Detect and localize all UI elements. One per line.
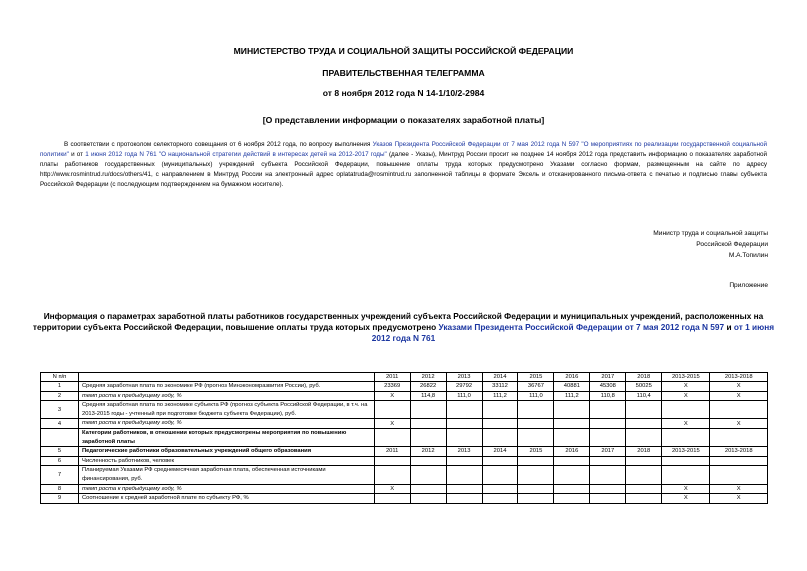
table-cell xyxy=(410,401,446,419)
table-cell xyxy=(410,484,446,494)
table-cell xyxy=(626,466,662,484)
table-cell: 40881 xyxy=(554,382,590,392)
table-cell xyxy=(590,494,626,504)
body-text-1: В соответствии с протоколом селекторного совещания от 6 ноября 2012 года, по вопросу выполнения xyxy=(64,141,373,148)
document-subject: [О представлении информации о показателях заработной платы] xyxy=(262,115,545,125)
table-cell xyxy=(41,428,79,446)
table-cell xyxy=(626,428,662,446)
table-cell xyxy=(662,456,710,466)
table-cell: X xyxy=(662,419,710,429)
table-cell: 5 xyxy=(41,447,79,457)
table-cell xyxy=(518,494,554,504)
table-cell xyxy=(374,494,410,504)
table-cell xyxy=(662,401,710,419)
table-cell xyxy=(482,494,518,504)
table-header-cell: 2013 xyxy=(446,373,482,382)
table-cell: X xyxy=(710,419,768,429)
ministry-title: МИНИСТЕРСТВО ТРУДА И СОЦИАЛЬНОЙ ЗАЩИТЫ РОССИЙСКОЙ ФЕДЕРАЦИИ xyxy=(233,46,574,56)
table-cell: 9 xyxy=(41,494,79,504)
table-header-cell: 2013-2015 xyxy=(662,373,710,382)
decree-597-link[interactable]: Указов Президента Российской Федерации от 7 мая 2012 года N 597 "О мероприятиях по реализации государственной социальной политики" xyxy=(40,141,768,158)
table-row xyxy=(41,401,768,419)
table-header-cell: 2013-2018 xyxy=(710,373,768,382)
table-cell: 114,8 xyxy=(410,391,446,401)
table-cell xyxy=(482,484,518,494)
table-cell: X xyxy=(374,484,410,494)
table-cell: 2 xyxy=(41,391,79,401)
table-cell: 2011 xyxy=(374,447,410,457)
table-cell: X xyxy=(662,391,710,401)
table-header-cell: N п/п xyxy=(41,373,79,382)
document-type: ПРАВИТЕЛЬСТВЕННАЯ ТЕЛЕГРАММА xyxy=(322,68,485,78)
table-cell xyxy=(662,428,710,446)
table-cell: 50025 xyxy=(626,382,662,392)
table-cell xyxy=(482,401,518,419)
table-cell: 1 xyxy=(41,382,79,392)
table-cell xyxy=(710,466,768,484)
signature-name: М.А.Топилин xyxy=(728,252,768,259)
table-cell: 23369 xyxy=(374,382,410,392)
table-cell xyxy=(590,456,626,466)
table-cell: 29792 xyxy=(446,382,482,392)
body-paragraph xyxy=(40,140,767,190)
table-cell xyxy=(662,466,710,484)
annex-title-text: Информация о параметрах заработной платы работников государственных учреждений субъекта Российской Федерации и муниципальных учреждений, расположенных на территории субъекта Российской Федерации, повышение оплаты труда которых предусмотрено xyxy=(32,311,764,332)
table-cell xyxy=(446,428,482,446)
decree-761-link[interactable]: 1 июня 2012 года N 761 "О национальной стратегии действий в интересах детей на 2012-2017 годы" xyxy=(85,151,387,158)
table-cell xyxy=(626,456,662,466)
table-cell: X xyxy=(374,391,410,401)
table-cell xyxy=(374,428,410,446)
table-cell xyxy=(374,456,410,466)
table-cell: X xyxy=(710,484,768,494)
table-cell: 111,0 xyxy=(446,391,482,401)
table-cell xyxy=(590,419,626,429)
table-cell xyxy=(410,428,446,446)
table-cell xyxy=(554,401,590,419)
body-text-2: и от xyxy=(68,151,86,158)
table-cell xyxy=(482,428,518,446)
table-cell xyxy=(518,466,554,484)
table-cell xyxy=(410,494,446,504)
table-row xyxy=(41,391,768,401)
table-cell xyxy=(446,484,482,494)
table-cell: 2014 xyxy=(482,447,518,457)
table-row xyxy=(41,447,768,457)
table-cell xyxy=(518,456,554,466)
table-cell xyxy=(446,466,482,484)
table-cell xyxy=(518,401,554,419)
table-header-cell: 2011 xyxy=(374,373,410,382)
table-cell: Средняя заработная плата по экономике РФ (прогноз Минэкономразвития России), руб. xyxy=(78,382,374,392)
table-cell: Численность работников, человек xyxy=(78,456,374,466)
table-cell xyxy=(710,428,768,446)
table-cell: X xyxy=(710,494,768,504)
table-cell xyxy=(446,419,482,429)
table-header-cell: 2015 xyxy=(518,373,554,382)
table-cell xyxy=(518,484,554,494)
table-row xyxy=(41,494,768,504)
table-row xyxy=(41,484,768,494)
table-cell: 2015 xyxy=(518,447,554,457)
table-cell: 6 xyxy=(41,456,79,466)
table-cell xyxy=(410,456,446,466)
table-cell: Планируемая Указами РФ среднемесячная заработная плата, обеспеченная источниками финансирования, руб. xyxy=(78,466,374,484)
table-cell xyxy=(626,401,662,419)
table-cell: 4 xyxy=(41,419,79,429)
table-cell xyxy=(626,419,662,429)
table-cell xyxy=(626,494,662,504)
table-cell: X xyxy=(710,391,768,401)
table-cell: X xyxy=(662,494,710,504)
table-header-cell: 2014 xyxy=(482,373,518,382)
table-cell: 36767 xyxy=(518,382,554,392)
table-cell: 2018 xyxy=(626,447,662,457)
table-cell xyxy=(482,419,518,429)
table-cell xyxy=(626,484,662,494)
table-cell: X xyxy=(662,382,710,392)
wage-parameters-table xyxy=(40,372,768,504)
table-cell xyxy=(590,466,626,484)
table-cell: Категории работников, в отношении которых предусмотрены мероприятия по повышению заработной платы xyxy=(78,428,374,446)
table-row xyxy=(41,382,768,392)
table-header-cell: 2017 xyxy=(590,373,626,382)
annex-title xyxy=(30,311,777,344)
table-row xyxy=(41,419,768,429)
body-text-3: (далее - Указы), Минтруд России просит не позднее 14 ноября 2012 года представить информацию о показателях заработной платы работников государственных (муниципальных) учреждений субъекта Российской Федерации, повышение оплаты труда которых предусмотрено Указами согласно формам, размещенным на сайте по адресу http://www.rosmintrud.ru/docs/others/41, с направлением в Минтруд России на электронный адрес oplatatruda@rosmintrud.ru заполненной таблицы в формате Эксель и отсканированного письма-ответа с печатью и подписью главы субъекта Российской Федерации (с последующим подтверждением на бумажном носителе). xyxy=(40,151,768,188)
table-row xyxy=(41,428,768,446)
table-cell xyxy=(446,401,482,419)
table-cell: 7 xyxy=(41,466,79,484)
table-cell xyxy=(374,401,410,419)
table-cell: 2013-2015 xyxy=(662,447,710,457)
signature-position: Министр труда и социальной защиты xyxy=(653,230,768,237)
table-cell: 26822 xyxy=(410,382,446,392)
table-header-cell: 2018 xyxy=(626,373,662,382)
document-date-number: от 8 ноября 2012 года N 14-1/10/2-2984 xyxy=(322,88,485,98)
table-cell: 111,2 xyxy=(554,391,590,401)
table-cell: 2013 xyxy=(446,447,482,457)
table-cell: 2013-2018 xyxy=(710,447,768,457)
table-cell xyxy=(518,428,554,446)
table-cell xyxy=(446,456,482,466)
table-cell: темп роста к предыдущему году, % xyxy=(78,484,374,494)
table-cell: 111,0 xyxy=(518,391,554,401)
table-cell: 110,8 xyxy=(590,391,626,401)
table-cell: 110,4 xyxy=(626,391,662,401)
table-header-cell: 2016 xyxy=(554,373,590,382)
annex-decree-761-link[interactable]: от 1 июня 2012 года N 761 xyxy=(371,322,775,343)
annex-title-mid: и xyxy=(724,322,734,332)
annex-decree-597-link[interactable]: Указами Президента Российской Федерации от 7 мая 2012 года N 597 xyxy=(438,322,725,332)
table-cell: X xyxy=(662,484,710,494)
table-cell xyxy=(446,494,482,504)
table-cell: 2017 xyxy=(590,447,626,457)
table-cell xyxy=(554,484,590,494)
table-cell xyxy=(410,466,446,484)
table-cell xyxy=(554,494,590,504)
table-cell xyxy=(374,466,410,484)
table-cell: Средняя заработная плата по экономике субъекта РФ (прогноз субъекта Российской Федерации, в т.ч. на 2013-2015 годы - учтенный при подготовке бюджета субъекта Федерации), руб. xyxy=(78,401,374,419)
table-header-row xyxy=(41,373,768,382)
table-cell: 2016 xyxy=(554,447,590,457)
table-cell: 8 xyxy=(41,484,79,494)
table-cell: темп роста к предыдущему году, % xyxy=(78,391,374,401)
table-cell xyxy=(518,419,554,429)
table-cell xyxy=(554,456,590,466)
table-cell: 3 xyxy=(41,401,79,419)
table-cell: Соотношение к средней заработной плате по субъекту РФ, % xyxy=(78,494,374,504)
table-cell: Педагогические работники образовательных учреждений общего образования xyxy=(78,447,374,457)
table-cell xyxy=(710,456,768,466)
table-row xyxy=(41,466,768,484)
table-header-cell xyxy=(78,373,374,382)
table-cell xyxy=(482,456,518,466)
table-cell xyxy=(482,466,518,484)
table-cell: 33112 xyxy=(482,382,518,392)
table-cell: 111,2 xyxy=(482,391,518,401)
table-cell xyxy=(710,401,768,419)
table-cell: 45308 xyxy=(590,382,626,392)
table-header-cell: 2012 xyxy=(410,373,446,382)
table-cell xyxy=(590,484,626,494)
table-cell xyxy=(410,419,446,429)
table-cell: X xyxy=(374,419,410,429)
table-cell: X xyxy=(710,382,768,392)
table-cell xyxy=(590,428,626,446)
table-cell xyxy=(554,466,590,484)
table-cell xyxy=(554,419,590,429)
table-cell xyxy=(590,401,626,419)
appendix-label: Приложение xyxy=(729,282,768,289)
signature-country: Российской Федерации xyxy=(696,241,768,248)
table-row xyxy=(41,456,768,466)
table-cell: 2012 xyxy=(410,447,446,457)
table-cell: темп роста к предыдущему году, % xyxy=(78,419,374,429)
table-cell xyxy=(554,428,590,446)
